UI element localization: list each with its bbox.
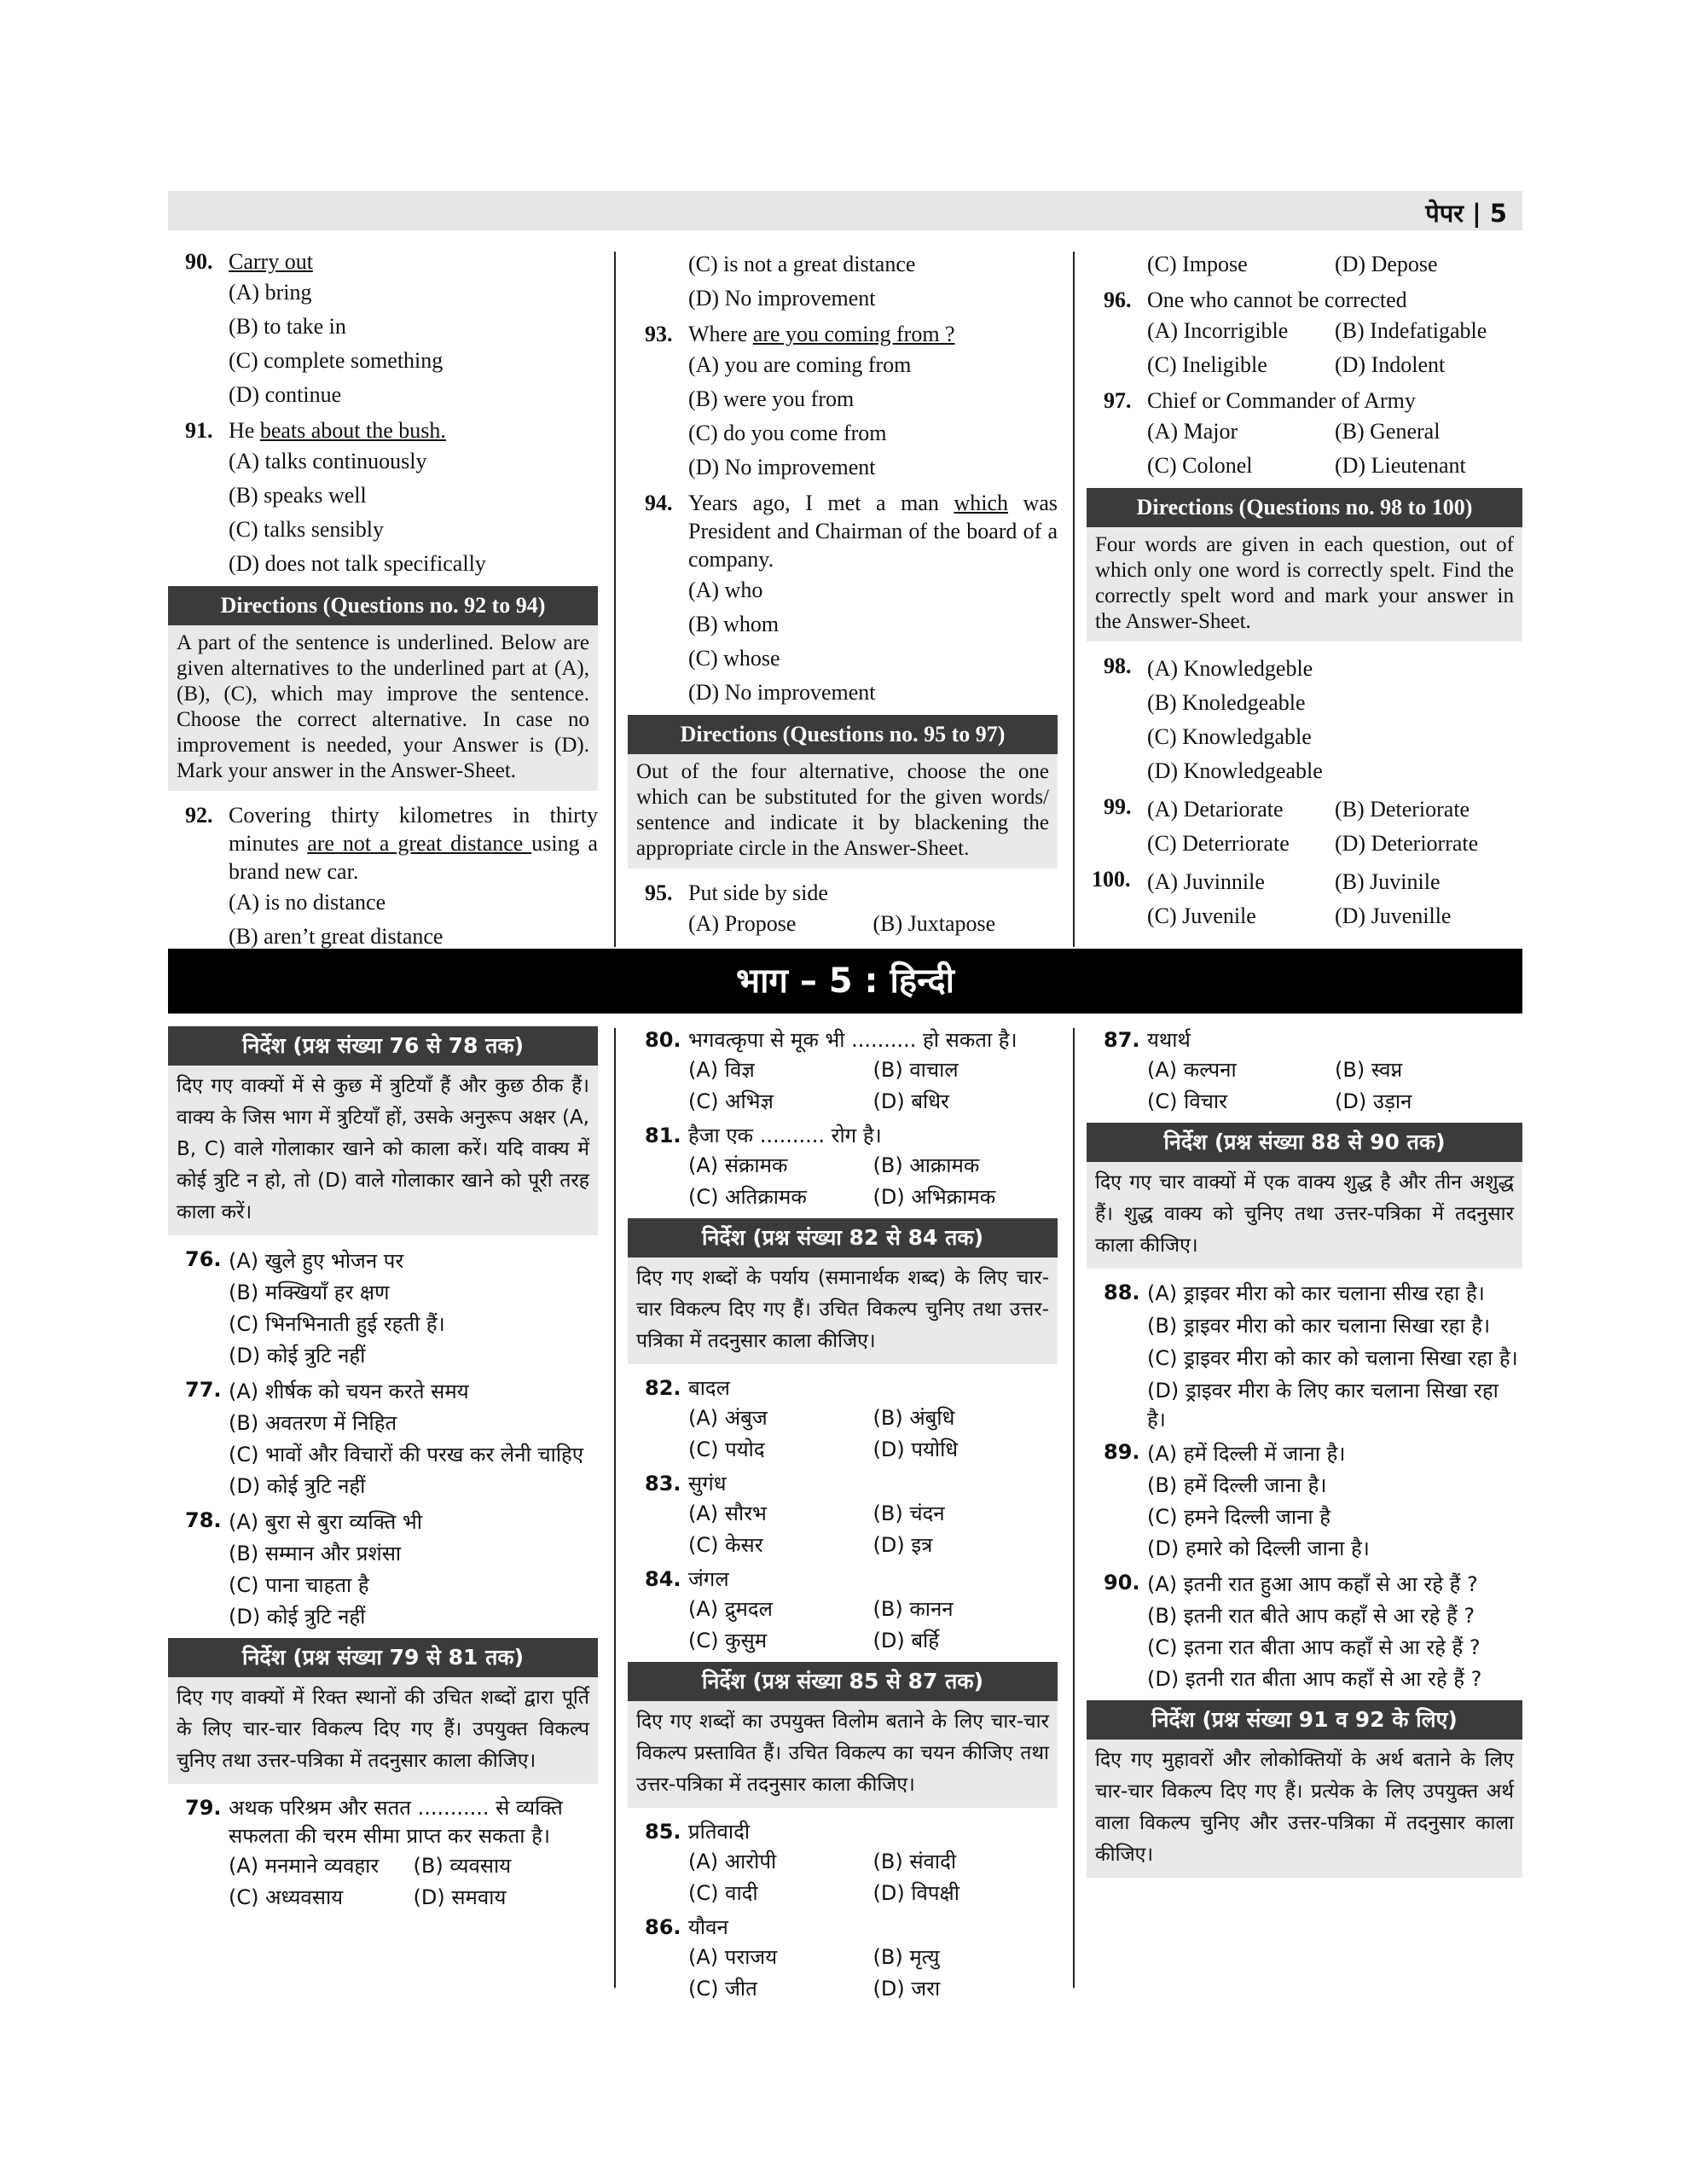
option[interactable]: (D) कोई त्रुटि नहीं [229,1605,366,1629]
option[interactable]: (C) whose [688,646,780,671]
option[interactable]: (A) Juvinnile [1147,869,1265,894]
directions-heading: निर्देश (प्रश्न संख्या 88 से 90 तक) [1087,1123,1522,1162]
option[interactable]: (B) ड्राइवर मीरा को कार चलाना सिखा रहा है। [1147,1314,1491,1338]
question-77: 77. (A) शीर्षक को चयन करते समय (B) अवतरण में निहित (C) भावों और विचारों की परख कर लेनी चाहिए (D) कोई त्रुटि नहीं [168,1376,598,1502]
option[interactable]: (B) मक्खियाँ हर क्षण [229,1281,390,1304]
option[interactable]: (B) स्वप्न [1335,1058,1403,1082]
option[interactable]: (C) Knowledgable [1147,724,1312,749]
directions-text: दिए गए चार वाक्यों में एक वाक्य शुद्ध है और तीन अशुद्ध हैं। शुद्ध वाक्य को चुनिए तथा उत्तर-पत्रिका में तदनुसार काला कीजिए। [1087,1162,1522,1269]
option[interactable]: (D) बर्हि [872,1629,939,1653]
directions-text: Out of the four alternative, choose the one which can be substituted for the given words/ sentence and indicate it by blackening the appropriate circle in the Answer-Sheet. [628,754,1058,868]
option[interactable]: (C) पाना चाहता है [229,1573,369,1597]
question-88: 88. (A) ड्राइवर मीरा को कार चलाना सीख रहा है। (B) ड्राइवर मीरा को कार चलाना सिखा रहा है। (C) ड्राइवर मीरा को कार को चलाना सिखा रहा है। (D) ड्राइवर मीरा के लिए कार चलाना सिखा रहा है। [1087,1279,1522,1434]
option[interactable]: (B) Juvinile [1335,869,1441,894]
option[interactable]: (D) जरा [872,1977,941,2001]
option[interactable]: (D) पयोधि [872,1438,959,1461]
option[interactable]: (A) अंबुज [688,1406,768,1430]
option[interactable]: (A) मनमाने व्यवहार [229,1854,380,1878]
option[interactable]: (A) संक्रामक [688,1153,788,1177]
option[interactable]: (A) Knowledgeble [1147,656,1313,681]
option[interactable]: (A) आरोपी [688,1850,777,1873]
question-94: 94. Years ago, I met a man which was President and Chairman of the board of a company. (A) who (B) whom (C) whose (D) No improvement [628,489,1058,710]
question-99: 99. (A) Detariorate (B) Deteriorate (C) Deterriorate (D) Deteriorrate [1087,793,1522,861]
question-100: 100. (A) Juvinnile (B) Juvinile (C) Juvenile (D) Juvenille [1087,865,1522,933]
option[interactable]: (B) इतनी रात बीते आप कहाँ से आ रहे हैं ? [1147,1604,1475,1628]
option[interactable]: (A) बुरा से बुरा व्यक्ति भी [229,1510,422,1534]
question-86: 86. यौवन (A) पराजय (B) मृत्यु (C) जीत (D) जरा [628,1914,1058,2005]
question-81: 81. हैजा एक .......... रोग है। (A) संक्रामक (B) आक्रामक (C) अतिक्रामक (D) अभिक्रामक [628,1122,1058,1213]
column-divider [614,252,616,947]
option[interactable]: (C) कुसुम [688,1629,768,1653]
option[interactable]: (A) पराजय [688,1945,778,1969]
question-93: 93. Where are you coming from ? (A) you are coming from (B) were you from (C) do you come from (D) No improvement [628,320,1058,485]
directions-text: दिए गए वाक्यों में से कुछ में त्रुटियाँ हैं और कुछ ठीक हैं। वाक्य के जिस भाग में त्रुटियाँ हों, उसके अनुरूप अक्षर (A, B, C) वाले गोलाकार खाने को काला करें। यदि वाक्य में कोई त्रुटि न हो, तो (D) वाले गोलाकार खाने को पूरी तरह काला करें। [168,1066,598,1235]
directions-heading: Directions (Questions no. 92 to 94) [168,586,598,625]
english-column-3 [1087,247,1522,938]
option[interactable]: (D) अभिक्रामक [872,1185,996,1209]
directions-text: दिए गए वाक्यों में रिक्त स्थानों की उचित शब्दों द्वारा पूर्ति के लिए चार-चार विकल्प दिए गए हैं। उपयुक्त विकल्प चुनिए तथा उत्तर-पत्रिका में तदनुसार काला कीजिए। [168,1677,598,1784]
option[interactable]: (B) आक्रामक [872,1153,980,1177]
option[interactable]: (B) General [1335,419,1441,444]
directions-heading: निर्देश (प्रश्न संख्या 85 से 87 तक) [628,1662,1058,1701]
option[interactable]: (B) were you from [688,386,855,411]
question-84: 84. जंगल (A) द्रुमदल (B) कानन (C) कुसुम (D) बर्हि [628,1565,1058,1657]
option[interactable]: (A) कल्पना [1147,1058,1237,1082]
option[interactable]: (A) खुले हुए भोजन पर [229,1249,404,1273]
question-95-continued [1087,247,1522,282]
option[interactable]: (C) पयोद [688,1438,765,1461]
option[interactable]: (C) भिनभिनाती हुई रहती हैं। [229,1312,445,1336]
option[interactable]: (D) does not talk specifically [229,551,486,576]
question-92-continued [628,247,1058,316]
option[interactable]: (B) व्यवसाय [413,1854,512,1878]
option[interactable]: (D) Lieutenant [1335,453,1466,478]
question-79: 79. अथक परिश्रम और सतत ........... से व्यक्ति सफलता की चरम सीमा प्राप्त कर सकता है। (A) मनमाने व्यवहार (B) व्यवसाय (C) अध्यवसाय (D) समवाय [168,1794,598,1914]
option[interactable]: (C) भावों और विचारों की परख कर लेनी चाहिए [229,1443,584,1467]
option[interactable]: (A) ड्राइवर मीरा को कार चलाना सीख रहा है। [1147,1281,1485,1305]
option[interactable]: (C) वादी [688,1881,758,1905]
option[interactable]: (D) विपक्षी [872,1881,959,1905]
option[interactable]: (D) Indolent [1335,352,1446,377]
question-90-hindi: 90. (A) इतनी रात हुआ आप कहाँ से आ रहे हैं ? (B) इतनी रात बीते आप कहाँ से आ रहे हैं ? (C) इतना रात बीता आप कहाँ से आ रहे हैं ? (D) इतनी रात बीता आप कहाँ से आ रहे हैं ? [1087,1569,1522,1695]
question-92: 92. Covering thirty kilometres in thirty minutes are not a great distance using a brand new car. (A) is no distance (B) aren’t great distance [168,801,598,954]
option[interactable]: (D) ड्राइवर मीरा के लिए कार चलाना सिखा रहा है। [1147,1379,1499,1432]
column-divider [614,1028,616,1988]
option[interactable]: (B) Deteriorate [1335,797,1470,822]
option[interactable]: (D) No improvement [688,680,876,705]
option[interactable]: (D) Juvenille [1335,903,1452,928]
option[interactable]: (C) do you come from [688,421,887,445]
option[interactable]: (C) is not a great distance [688,252,916,276]
option[interactable]: (B) कानन [872,1597,954,1621]
option[interactable]: (D) इतनी रात बीता आप कहाँ से आ रहे हैं ? [1147,1667,1482,1691]
option[interactable]: (C) अतिक्रामक [688,1185,807,1209]
question-78: 78. (A) बुरा से बुरा व्यक्ति भी (B) सम्मान और प्रशंसा (C) पाना चाहता है (D) कोई त्रुटि नहीं [168,1507,598,1633]
directions-text: दिए गए शब्दों का उपयुक्त विलोम बताने के लिए चार-चार विकल्प प्रस्तावित हैं। उचित विकल्प का चयन कीजिए तथा उत्तर-पत्रिका में तदनुसार काला कीजिए। [628,1701,1058,1808]
page-header [168,191,1522,230]
option[interactable]: (D) Depose [1335,252,1438,276]
option[interactable]: (C) Juvenile [1147,903,1256,928]
option[interactable]: (D) कोई त्रुटि नहीं [229,1344,366,1368]
option[interactable]: (A) Incorrigible [1147,318,1289,343]
question-98: 98. (A) Knowledgeble (B) Knoledgeable (C) Knowledgable (D) Knowledgeable [1087,652,1522,788]
option[interactable]: (C) complete something [229,348,443,373]
option[interactable]: (B) whom [688,612,780,636]
option[interactable]: (B) Knoledgeable [1147,690,1306,715]
option[interactable]: (D) No improvement [688,286,876,311]
question-82: 82. बादल (A) अंबुज (B) अंबुधि (C) पयोद (D) पयोधि [628,1374,1058,1466]
option[interactable]: (B) to take in [229,314,346,339]
question-97: 97. Chief or Commander of Army (A) Major (B) General (C) Colonel (D) Lieutenant [1087,386,1522,483]
option[interactable]: (D) हमारे को दिल्ली जाना है। [1147,1536,1370,1560]
option[interactable]: (C) हमने दिल्ली जाना है [1147,1505,1330,1529]
option[interactable]: (C) अध्यवसाय [229,1885,344,1909]
option[interactable]: (B) Indefatigable [1335,318,1487,343]
option[interactable]: (B) वाचाल [872,1058,959,1082]
option[interactable]: (D) समवाय [413,1885,507,1909]
option[interactable]: (D) कोई त्रुटि नहीं [229,1474,366,1498]
option[interactable]: (B) संवादी [872,1850,957,1873]
option[interactable]: (C) Deterriorate [1147,831,1290,856]
question-87: 87. यथार्थ (A) कल्पना (B) स्वप्न (C) विचार (D) उड़ान [1087,1026,1522,1118]
directions-heading: निर्देश (प्रश्न संख्या 76 से 78 तक) [168,1026,598,1066]
option[interactable]: (A) you are coming from [688,352,912,377]
directions-heading: निर्देश (प्रश्न संख्या 82 से 84 तक) [628,1218,1058,1258]
option[interactable]: (C) ड्राइवर मीरा को कार को चलाना सिखा रहा है। [1147,1346,1518,1370]
option[interactable]: (A) विज्ञ [688,1058,755,1082]
directions-heading: निर्देश (प्रश्न संख्या 91 व 92 के लिए) [1087,1700,1522,1740]
option[interactable]: (B) मृत्यु [872,1945,940,1969]
option[interactable]: (A) Detariorate [1147,797,1284,822]
option[interactable]: (D) continue [229,382,342,407]
option[interactable]: (A) bring [229,280,312,305]
question-90: 90. Carry out (A) bring (B) to take in (C) complete something (D) continue [168,247,598,412]
option[interactable]: (C) Colonel [1147,453,1253,478]
option[interactable]: (B) Juxtapose [872,911,996,936]
option[interactable]: (B) हमें दिल्ली जाना है। [1147,1473,1327,1497]
option[interactable]: (B) aren’t great distance [229,924,443,949]
page-number: पेपर | 5 [1425,199,1507,228]
directions-heading: Directions (Questions no. 95 to 97) [628,715,1058,754]
hindi-column-2 [628,1026,1058,2009]
option[interactable]: (C) विचार [1147,1089,1227,1113]
option[interactable]: (A) talks continuously [229,449,427,473]
option[interactable]: (D) बधिर [872,1089,949,1113]
option[interactable]: (D) इत्र [872,1533,933,1557]
question-95: 95. Put side by side (A) Propose (B) Juxtapose [628,879,1058,941]
option[interactable]: (B) speaks well [229,483,367,508]
directions-heading: Directions (Questions no. 98 to 100) [1087,488,1522,527]
hindi-column-1 [168,1026,598,1918]
option[interactable]: (C) अभिज्ञ [688,1089,774,1113]
option[interactable]: (D) Deteriorrate [1335,831,1479,856]
question-83: 83. सुगंध (A) सौरभ (B) चंदन (C) केसर (D) इत्र [628,1470,1058,1561]
option[interactable]: (C) इतना रात बीता आप कहाँ से आ रहे हैं ? [1147,1635,1481,1659]
question-96: 96. One who cannot be corrected (A) Incorrigible (B) Indefatigable (C) Ineligible (D) Indolent [1087,286,1522,382]
option[interactable]: (B) अवतरण में निहित [229,1411,397,1435]
option[interactable]: (C) talks sensibly [229,517,384,542]
option[interactable]: (B) चंदन [872,1502,945,1525]
option[interactable]: (C) Impose [1147,252,1248,276]
option[interactable]: (B) सम्मान और प्रशंसा [229,1542,402,1565]
question-76: 76. (A) खुले हुए भोजन पर (B) मक्खियाँ हर क्षण (C) भिनभिनाती हुई रहती हैं। (D) कोई त्रुटि नहीं [168,1246,598,1372]
directions-text: Four words are given in each question, out of which only one word is correctly spelt. Find the correctly spelt word and mark your answer in the Answer-Sheet. [1087,527,1522,642]
option[interactable]: (A) सौरभ [688,1502,767,1525]
option[interactable]: (C) Ineligible [1147,352,1267,377]
question-89: 89. (A) हमें दिल्ली में जाना है। (B) हमें दिल्ली जाना है। (C) हमने दिल्ली जाना है (D) हमारे को दिल्ली जाना है। [1087,1438,1522,1565]
option[interactable]: (C) केसर [688,1533,763,1557]
option[interactable]: (A) द्रुमदल [688,1597,773,1621]
hindi-column-3 [1087,1026,1522,1888]
option[interactable]: (A) शीर्षक को चयन करते समय [229,1380,469,1403]
option[interactable]: (D) उड़ान [1335,1089,1412,1113]
question-91: 91. He beats about the bush. (A) talks continuously (B) speaks well (C) talks sensibly (D) does not talk specifically [168,416,598,581]
option[interactable]: (A) Propose [688,911,797,936]
option[interactable]: (A) Major [1147,419,1238,444]
directions-text: दिए गए मुहावरों और लोकोक्तियों के अर्थ बताने के लिए चार-चार विकल्प दिए गए हैं। प्रत्येक के लिए उपयुक्त अर्थ वाला विकल्प चुनिए और उत्तर-पत्रिका में तदनुसार काला कीजिए। [1087,1740,1522,1878]
section-title: भाग – 5 : हिन्दी [168,949,1522,1014]
option[interactable]: (A) who [688,578,763,602]
option[interactable]: (C) जीत [688,1977,757,2001]
option[interactable]: (B) अंबुधि [872,1406,955,1430]
question-80: 80. भगवत्कृपा से मूक भी .......... हो सकता है। (A) विज्ञ (B) वाचाल (C) अभिज्ञ (D) बधिर [628,1026,1058,1118]
english-column-1 [168,247,598,958]
english-column-2 [628,247,1058,945]
column-divider [1073,252,1075,947]
directions-text: दिए गए शब्दों के पर्याय (समानार्थक शब्द) के लिए चार-चार विकल्प दिए गए हैं। उचित विकल्प चुनिए तथा उत्तर-पत्रिका में तदनुसार काला कीजिए। [628,1258,1058,1364]
option[interactable]: (A) हमें दिल्ली में जाना है। [1147,1442,1346,1466]
question-85: 85. प्रतिवादी (A) आरोपी (B) संवादी (C) वादी (D) विपक्षी [628,1818,1058,1909]
option[interactable]: (D) Knowledgeable [1147,758,1323,783]
option[interactable]: (A) इतनी रात हुआ आप कहाँ से आ रहे हैं ? [1147,1572,1478,1596]
directions-text: A part of the sentence is underlined. Below are given alternatives to the underlined part at (A), (B), (C), which may improve the sentence. Choose the correct alternative. In case no improvement is needed, your Answer is (D). Mark your answer in the Answer-Sheet. [168,625,598,791]
column-divider [1073,1028,1075,1988]
option[interactable]: (D) No improvement [688,455,876,479]
option[interactable]: (A) is no distance [229,890,386,915]
directions-heading: निर्देश (प्रश्न संख्या 79 से 81 तक) [168,1638,598,1677]
